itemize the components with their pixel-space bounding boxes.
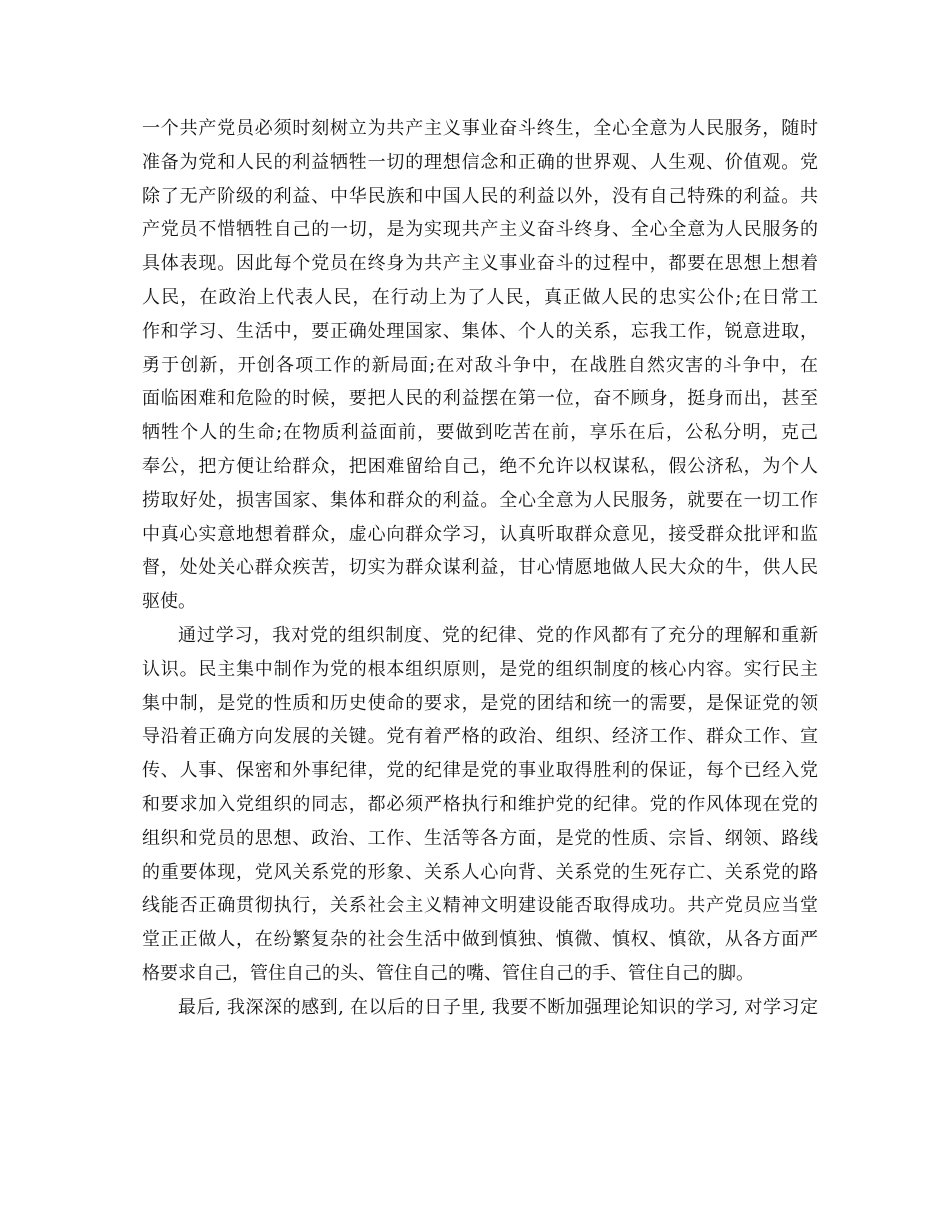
- text-line: 线能否正确贯彻执行，关系社会主义精神文明建设能否取得成功。共产党员应当堂: [142, 895, 818, 917]
- text-line: 导沿着正确方向发展的关键。党有着严格的政治、组织、经济工作、群众工作、宣: [142, 726, 818, 748]
- text-line: 通过学习，我对党的组织制度、党的纪律、党的作风都有了充分的理解和重新: [178, 624, 818, 646]
- text-line: 面临困难和危险的时候，要把人民的利益摆在第一位，奋不顾身，挺身而出，甚至: [142, 388, 818, 410]
- text-line: 督，处处关心群众疾苦，切实为群众谋利益，甘心情愿地做人民大众的牛，供人民: [142, 557, 818, 579]
- text-line: 人民，在政治上代表人民，在行动上为了人民，真正做人民的忠实公仆;在日常工: [142, 286, 818, 308]
- text-line: 格要求自己，管住自己的头、管住自己的嘴、管住自己的手、管住自己的脚。: [142, 962, 754, 984]
- text-line: 作和学习、生活中，要正确处理国家、集体、个人的关系，忘我工作，锐意进取，: [142, 320, 818, 342]
- text-line: 和要求加入党组织的同志，都必须严格执行和维护党的纪律。党的作风体现在党的: [142, 793, 818, 815]
- text-line: 的重要体现，党风关系党的形象、关系人心向背、关系党的生死存亡、关系党的路: [142, 861, 818, 883]
- text-line: 捞取好处，损害国家、集体和群众的利益。全心全意为人民服务，就要在一切工作: [142, 489, 818, 511]
- text-line: 一个共产党员必须时刻树立为共产主义事业奋斗终生，全心全意为人民服务，随时: [142, 118, 818, 139]
- text-line: 具体表现。因此每个党员在终身为共产主义事业奋斗的过程中，都要在思想上想着: [142, 253, 818, 275]
- text-line: 堂正正做人，在纷繁复杂的社会生活中做到慎独、慎微、慎权、慎欲，从各方面严: [142, 929, 818, 951]
- paragraph-2: [142, 619, 818, 991]
- text-line: 奉公，把方便让给群众，把困难留给自己，绝不允许以权谋私，假公济私，为个人: [142, 455, 818, 477]
- text-line: 牺牲个人的生命;在物质利益面前，要做到吃苦在前，享乐在后，公私分明，克己: [142, 422, 818, 444]
- text-line: 认识。民主集中制作为党的根本组织原则，是党的组织制度的核心内容。实行民主: [142, 658, 818, 680]
- text-line: 最后, 我深深的感到, 在以后的日子里, 我要不断加强理论知识的学习, 对学习定: [178, 996, 818, 1018]
- paragraph-1: [142, 112, 818, 619]
- text-line: 驱使。: [142, 591, 196, 613]
- document-page: [142, 112, 818, 1025]
- text-line: 集中制，是党的性质和历史使命的要求，是党的团结和统一的需要，是保证党的领: [142, 692, 818, 714]
- text-line: 勇于创新，开创各项工作的新局面;在对敌斗争中，在战胜自然灾害的斗争中，在: [142, 354, 818, 376]
- text-line: 产党员不惜牺牲自己的一切，是为实现共产主义奋斗终身、全心全意为人民服务的: [142, 219, 818, 241]
- text-line: 中真心实意地想着群众，虚心向群众学习，认真听取群众意见，接受群众批评和监: [142, 523, 818, 545]
- paragraph-3: [142, 991, 818, 1025]
- text-line: 除了无产阶级的利益、中华民族和中国人民的利益以外，没有自己特殊的利益。共: [142, 185, 818, 207]
- text-line: 组织和党员的思想、政治、工作、生活等各方面，是党的性质、宗旨、纲领、路线: [142, 827, 818, 849]
- text-line: 准备为党和人民的利益牺牲一切的理想信念和正确的世界观、人生观、价值观。党: [142, 151, 818, 173]
- text-line: 传、人事、保密和外事纪律，党的纪律是党的事业取得胜利的保证，每个已经入党: [142, 760, 818, 782]
